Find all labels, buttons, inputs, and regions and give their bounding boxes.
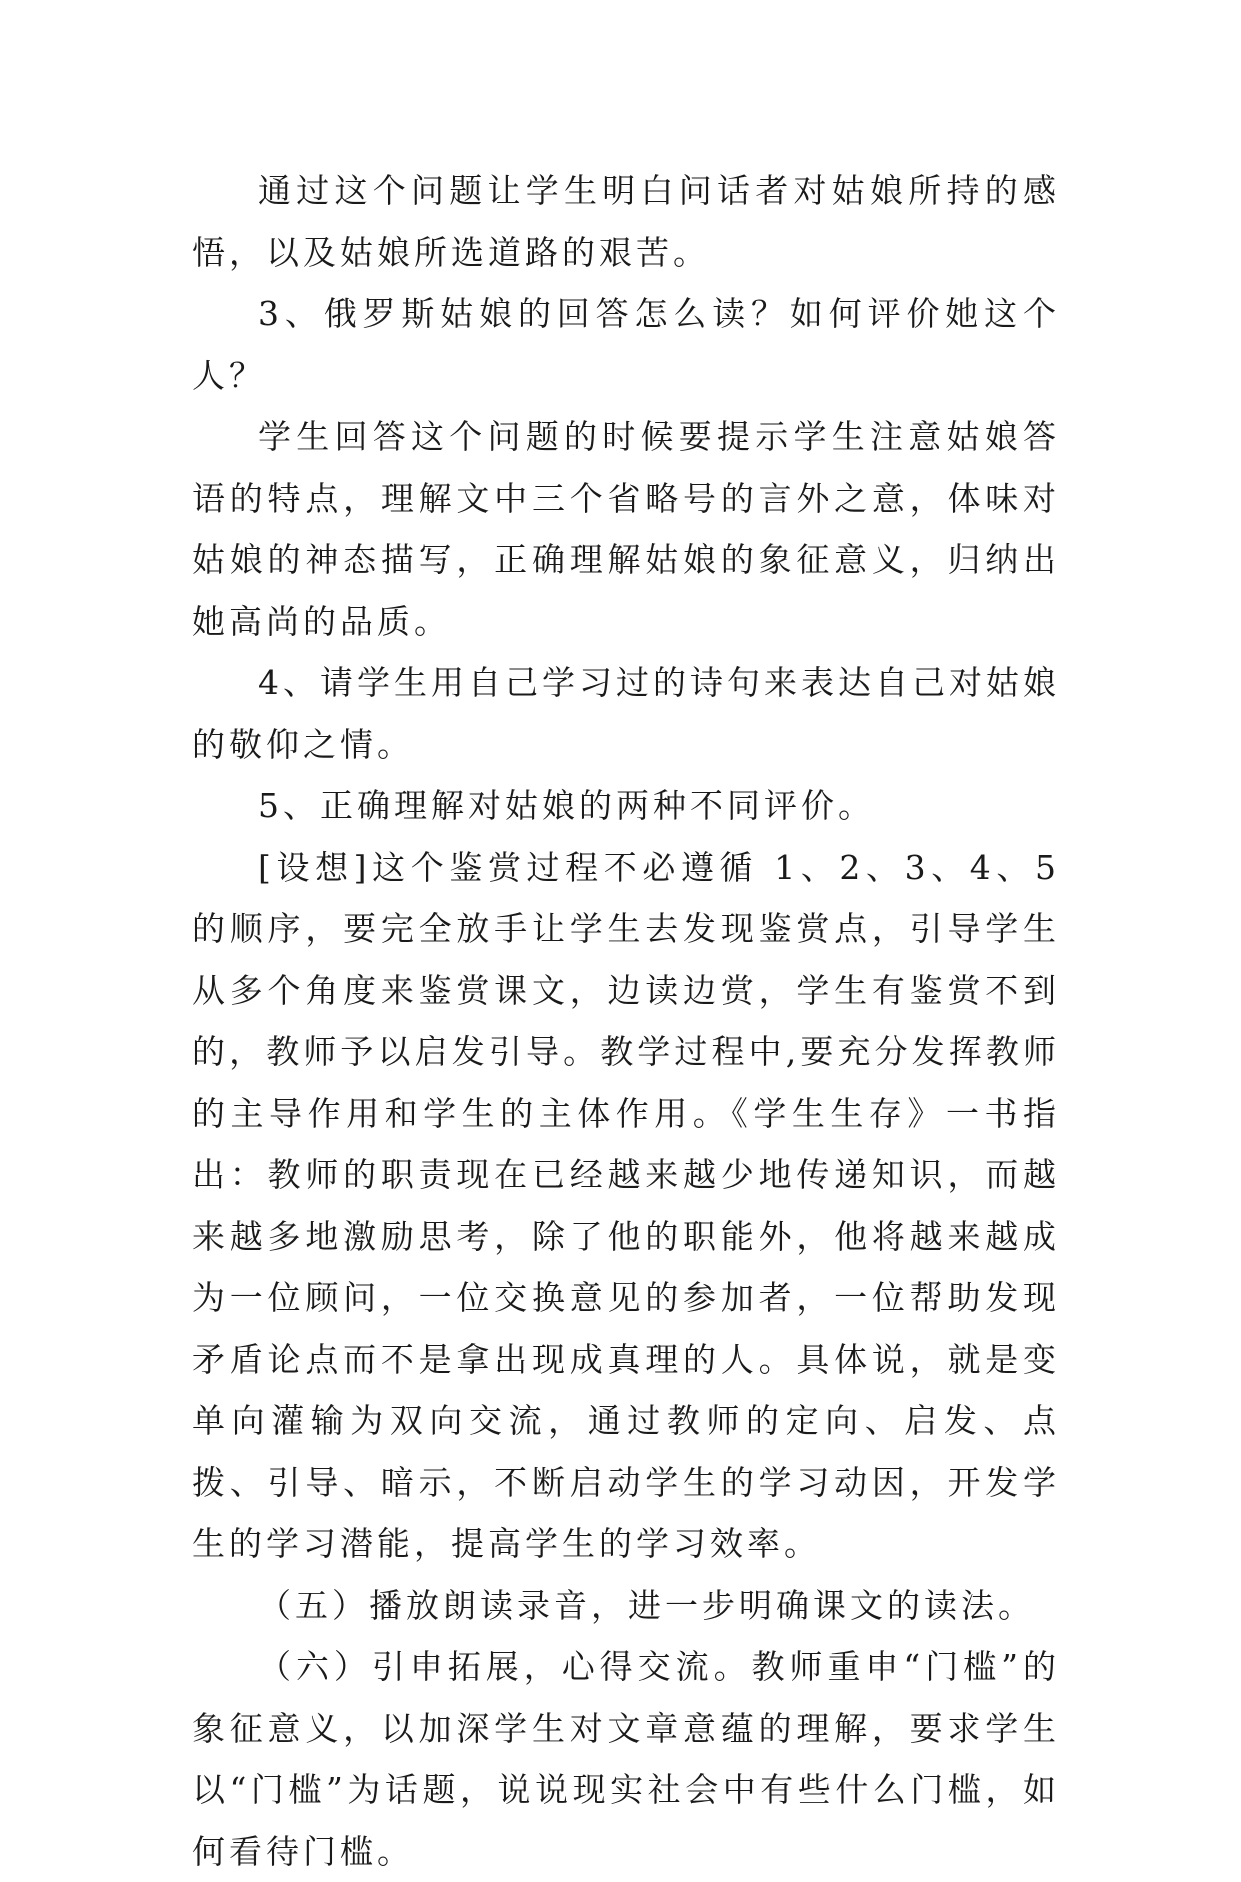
paragraph-4: 4、请学生用自己学习过的诗句来表达自己对姑娘的敬仰之情。	[192, 663, 1060, 764]
paragraph-8: （六）引申拓展，心得交流。教师重申“门槛”的象征意义，以加深学生对文章意蕴的理解，要求学生以“门槛”为话题，说说现实社会中有些什么门槛，如何看待门槛。	[192, 1647, 1060, 1871]
paragraph-6: [设想]这个鉴赏过程不必遵循 1、2、3、4、5 的顺序，要完全放手让学生去发现鉴赏点，引导学生从多个角度来鉴赏课文，边读边赏，学生有鉴赏不到的，教师予以启发引导。教学过程中,要充分发挥教师的主导作用和学生的主体作用。《学生生存》一书指出：教师的职责现在已经越来越少地传递知识，而越来越多地激励思考，除了他的职能外，他将越来越成为一位顾问，一位交换意见的参加者，一位帮助发现矛盾论点而不是拿出现成真理的人。具体说，就是变单向灌输为双向交流，通过教师的定向、启发、点拨、引导、暗示，不断启动学生的学习动因，开发学生的学习潜能，提高学生的学习效率。	[192, 847, 1060, 1563]
paragraph-3: 学生回答这个问题的时候要提示学生注意姑娘答语的特点，理解文中三个省略号的言外之意，体味对姑娘的神态描写，正确理解姑娘的象征意义，归纳出她高尚的品质。	[192, 417, 1060, 641]
paragraph-2: 3、俄罗斯姑娘的回答怎么读？如何评价她这个人？	[192, 294, 1060, 395]
paragraph-5: 5、正确理解对姑娘的两种不同评价。	[258, 786, 875, 825]
paragraph-7: （五）播放朗读录音，进一步明确课文的读法。	[258, 1585, 1035, 1625]
paragraph-1: 通过这个问题让学生明白问话者对姑娘所持的感悟，以及姑娘所选道路的艰苦。	[192, 171, 1060, 272]
document-body	[192, 160, 1060, 1882]
